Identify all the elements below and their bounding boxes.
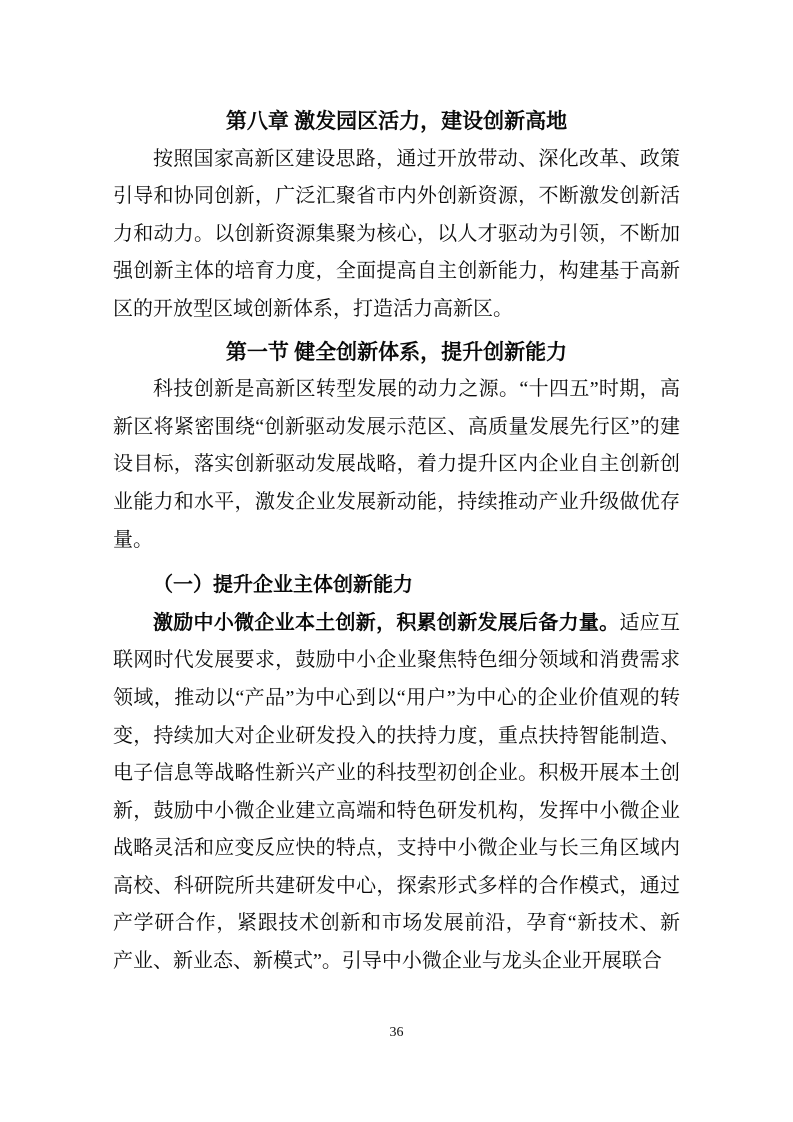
measure-paragraph-body: 适应互联网时代发展要求，鼓励中小企业聚焦特色细分领域和消费需求领域，推动以“产品”为中心到以“用户”为中心的企业价值观的转变，持续加大对企业研发投入的扶持力度，重点扶持智能制造、电子信息等战略性新兴产业的科技型初创企业。积极开展本土创新，鼓励中小微企业建立高端和特色研发机构，发挥中小微企业战略灵活和应变反应快的特点，支持中小微企业与长三角区域内高校、科研院所共建研发中心，探索形式多样的合作模式，通过产学研合作，紧跟技术创新和市场发展前沿，孕育“新技术、新产业、新业态、新模式”。引导中小微企业与龙头企业开展联合 [113,611,681,973]
page-content [113,103,680,981]
measure-paragraph [113,605,680,981]
section-paragraph: 科技创新是高新区转型发展的动力之源。“十四五”时期，高新区将紧密围绕“创新驱动发展示范区、高质量发展先行区”的建设目标，落实创新驱动发展战略，着力提升区内企业自主创新创业能力和水平，激发企业发展新动能，持续推动产业升级做优存量。 [113,378,680,551]
intro-paragraph: 按照国家高新区建设思路，通过开放带动、深化改革、政策引导和协同创新，广泛汇聚省市内外创新资源，不断激发创新活力和动力。以创新资源集聚为核心，以人才驱动为引领，不断加强创新主体的培育力度，全面提高自主创新能力，构建基于高新区的开放型区域创新体系，打造活力高新区。 [113,147,680,320]
measure-paragraph-lead: 激励中小微企业本土创新，积累创新发展后备力量。 [153,611,620,634]
page-number: 36 [389,1025,404,1040]
chapter-title: 第八章 激发园区活力，建设创新高地 [225,109,568,133]
section-title: 第一节 健全创新体系，提升创新能力 [225,339,568,364]
subsection-title: （一）提升企业主体创新能力 [153,574,413,597]
